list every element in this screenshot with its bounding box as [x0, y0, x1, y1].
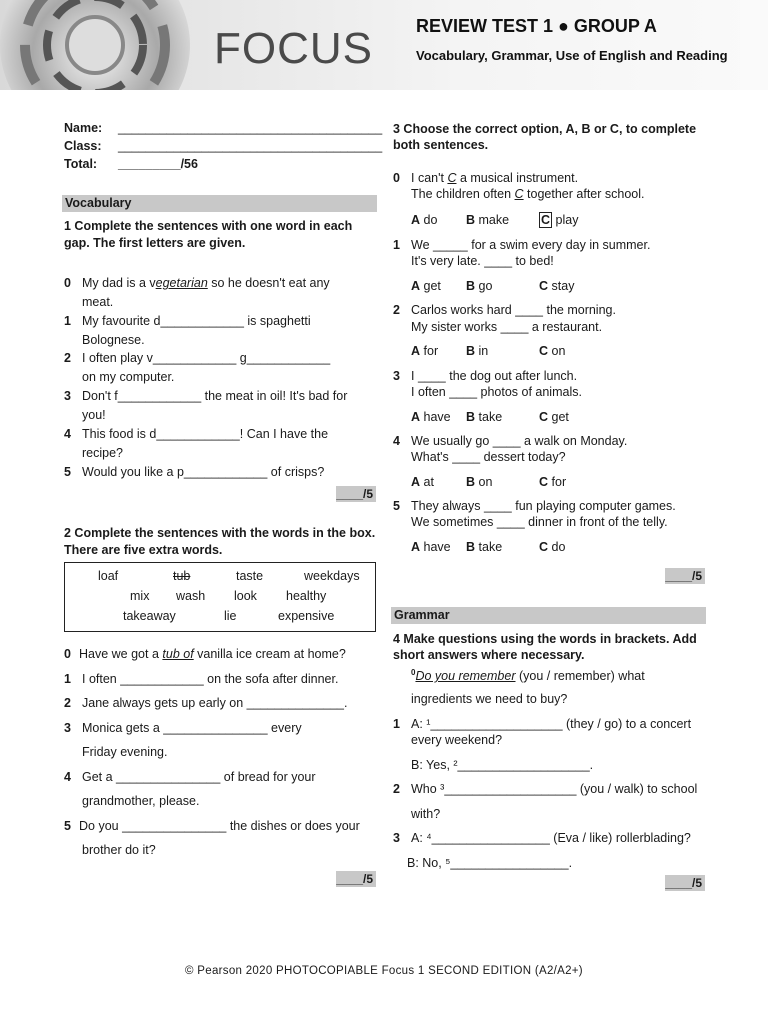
ex4-item-1[interactable]: A: ¹___________________ (they / go) to a concert — [411, 717, 692, 731]
ex2-score[interactable]: ____/5 — [336, 871, 376, 887]
ex3-item-0-option-a[interactable]: A do — [411, 213, 438, 227]
ex1-item-2[interactable]: I often play v____________ g____________ — [82, 351, 331, 365]
ex2-item-4-cont: grandmother, please. — [82, 794, 200, 808]
ex1-item-0-cont: meat. — [82, 295, 114, 309]
ex4-instruction-2: short answers where necessary. — [393, 648, 585, 662]
ex3-item-4-line1: We usually go ____ a walk on Monday. — [411, 434, 628, 448]
page-footer: © Pearson 2020 PHOTOCOPIABLE Focus 1 SECOND EDITION (A2/A2+) — [185, 965, 583, 977]
ex3-item-0-line2: The children often C together after school. — [411, 187, 645, 201]
ex3-item-1-option-b[interactable]: B go — [466, 279, 493, 293]
vocabulary-section-bar: Vocabulary — [62, 195, 377, 212]
ex3-item-1-line1: We _____ for a swim every day in summer. — [411, 238, 651, 252]
ex3-item-0-option-c[interactable]: C play — [541, 213, 579, 227]
ex1-item-number: 4 — [64, 427, 71, 441]
word-box-word: mix — [130, 589, 150, 603]
focus-logo: FOCUS — [214, 24, 373, 73]
ex2-item-number: 5 — [64, 819, 71, 833]
ex3-item-0-option-b[interactable]: B make — [466, 213, 510, 227]
ex1-instruction: 1 Complete the sentences with one word in each — [64, 219, 353, 233]
ex3-item-4-option-a[interactable]: A at — [411, 475, 434, 489]
ex3-item-2-option-b[interactable]: B in — [466, 344, 489, 358]
ex3-item-3-line2: I often ____ photos of animals. — [411, 385, 582, 399]
test-title: REVIEW TEST 1 ● GROUP A — [416, 16, 657, 36]
ex1-item-5[interactable]: Would you like a p____________ of crisps? — [82, 465, 325, 479]
ex4-item-number: 1 — [393, 717, 400, 731]
ex1-item-number: 1 — [64, 314, 71, 328]
ex4-item-1-answer[interactable]: B: Yes, ²___________________. — [411, 758, 594, 772]
name-field[interactable]: ______________________________________ — [118, 121, 383, 135]
ex1-item-1[interactable]: My favourite d____________ is spaghetti — [82, 314, 311, 328]
ex1-item-number: 3 — [64, 389, 71, 403]
ex3-item-2-line1: Carlos works hard ____ the morning. — [411, 303, 616, 317]
ex2-item-number: 2 — [64, 696, 71, 710]
ex3-item-1-option-c[interactable]: C stay — [539, 279, 575, 293]
ex3-item-5-option-b[interactable]: B take — [466, 540, 503, 554]
total-label: Total: — [64, 157, 98, 171]
class-field[interactable]: ______________________________________ — [118, 139, 383, 153]
ex2-item-3-cont: Friday evening. — [82, 745, 168, 759]
ex4-item-number: 2 — [393, 782, 400, 796]
ex3-instruction: 3 Choose the correct option, A, B or C, to complete — [393, 122, 697, 136]
ex3-item-3-option-b[interactable]: B take — [466, 410, 503, 424]
ex4-item-0: $^0$Do you remember (you / remember) what — [411, 668, 645, 684]
ex3-item-2-option-c[interactable]: C on — [539, 344, 566, 358]
ex3-item-3-line1: I ____ the dog out after lunch. — [411, 369, 578, 383]
word-box-word: loaf — [98, 569, 119, 583]
ex2-item-number: 3 — [64, 721, 71, 735]
word-box-word: weekdays — [304, 569, 360, 583]
ex1-item-2-cont: on my computer. — [82, 370, 175, 384]
ex1-item-number: 0 — [64, 276, 71, 290]
test-subtitle: Vocabulary, Grammar, Use of English and Reading — [416, 48, 728, 63]
ex3-item-2-line2: My sister works ____ a restaurant. — [411, 320, 603, 334]
ex1-item-1-cont: Bolognese. — [82, 333, 145, 347]
ex3-item-5-line1: They always ____ fun playing computer games. — [411, 499, 676, 513]
ex3-item-4-option-c[interactable]: C for — [539, 475, 567, 489]
ex1-item-number: 5 — [64, 465, 71, 479]
word-box-word: tub — [173, 569, 191, 583]
ex1-item-number: 2 — [64, 351, 71, 365]
ex4-score[interactable]: ____/5 — [665, 875, 705, 891]
ex2-item-number: 4 — [64, 770, 71, 784]
ex2-item-4[interactable]: Get a _______________ of bread for your — [82, 770, 316, 784]
ex3-item-2-option-a[interactable]: A for — [411, 344, 439, 358]
ex2-item-0: Have we got a tub of vanilla ice cream at home? — [79, 647, 346, 661]
ex3-item-5-option-a[interactable]: A have — [411, 540, 451, 554]
ex4-item-0-cont: ingredients we need to buy? — [411, 692, 568, 706]
ex1-instruction-2: gap. The first letters are given. — [64, 236, 246, 250]
ex2-instruction-2: There are five extra words. — [64, 543, 223, 557]
word-box-word: expensive — [278, 609, 335, 623]
ex2-item-3[interactable]: Monica gets a _______________ every — [82, 721, 302, 735]
grammar-section-bar: Grammar — [391, 607, 706, 624]
ex4-instruction: 4 Make questions using the words in brackets. Add — [393, 632, 697, 646]
ex2-instruction: 2 Complete the sentences with the words in the box. — [64, 526, 376, 540]
ex2-item-5[interactable]: Do you _______________ the dishes or does your — [79, 819, 360, 833]
ex3-item-4-option-b[interactable]: B on — [466, 475, 493, 489]
ex1-item-3-cont: you! — [82, 408, 106, 422]
ex2-item-2[interactable]: Jane always gets up early on ______________. — [82, 696, 348, 710]
ex1-item-4[interactable]: This food is d____________! Can I have the — [82, 427, 329, 441]
ex4-item-2-cont: with? — [411, 807, 441, 821]
word-box-word: healthy — [286, 589, 327, 603]
word-box-word: lie — [224, 609, 237, 623]
ex2-item-5-cont: brother do it? — [82, 843, 156, 857]
ex3-score[interactable]: ____/5 — [665, 568, 705, 584]
ex3-item-3-option-a[interactable]: A have — [411, 410, 451, 424]
ex3-item-3-option-c[interactable]: C get — [539, 410, 569, 424]
word-box-word: wash — [176, 589, 206, 603]
page-header — [0, 0, 768, 90]
ex3-instruction-2: both sentences. — [393, 138, 489, 152]
ex3-item-1-option-a[interactable]: A get — [411, 279, 441, 293]
ex3-item-4-line2: What's ____ dessert today? — [411, 450, 566, 464]
ex1-item-3[interactable]: Don't f____________ the meat in oil! It's bad for — [82, 389, 348, 403]
ex3-item-5-option-c[interactable]: C do — [539, 540, 566, 554]
word-box-word: takeaway — [123, 609, 176, 623]
total-field[interactable]: _________/56 — [118, 157, 198, 171]
ex1-item-0: My dad is a vegetarian so he doesn't eat any — [82, 276, 330, 290]
ex3-item-number: 1 — [393, 238, 400, 252]
name-label: Name: — [64, 121, 103, 135]
word-box-word: look — [234, 589, 257, 603]
ex3-item-number: 2 — [393, 303, 400, 317]
ex3-item-number: 0 — [393, 171, 400, 185]
ex3-item-1-line2: It's very late. ____ to bed! — [411, 254, 554, 268]
ex3-item-5-line2: We sometimes ____ dinner in front of the telly. — [411, 515, 668, 529]
ex2-item-1[interactable]: I often ____________ on the sofa after dinner. — [82, 672, 339, 686]
ex3-item-number: 5 — [393, 499, 400, 513]
class-label: Class: — [64, 139, 102, 153]
ex4-item-1-cont: every weekend? — [411, 733, 503, 747]
ex3-item-number: 3 — [393, 369, 400, 383]
ex1-item-4-cont: recipe? — [82, 446, 123, 460]
swirl-graphic — [0, 0, 220, 90]
word-box-word: taste — [236, 569, 264, 583]
ex4-item-3[interactable]: A: ⁴_________________ (Eva / like) rollerblading? — [411, 831, 691, 845]
ex4-item-2[interactable]: Who ³___________________ (you / walk) to school — [411, 782, 698, 796]
ex1-score[interactable]: ____/5 — [336, 486, 376, 502]
ex3-item-number: 4 — [393, 434, 400, 448]
ex2-item-number: 1 — [64, 672, 71, 686]
ex3-item-0-line1: I can't C a musical instrument. — [411, 171, 579, 185]
ex2-item-number: 0 — [64, 647, 71, 661]
ex4-item-number: 3 — [393, 831, 400, 845]
ex4-item-3-answer[interactable]: B: No, ⁵_________________. — [407, 856, 573, 870]
